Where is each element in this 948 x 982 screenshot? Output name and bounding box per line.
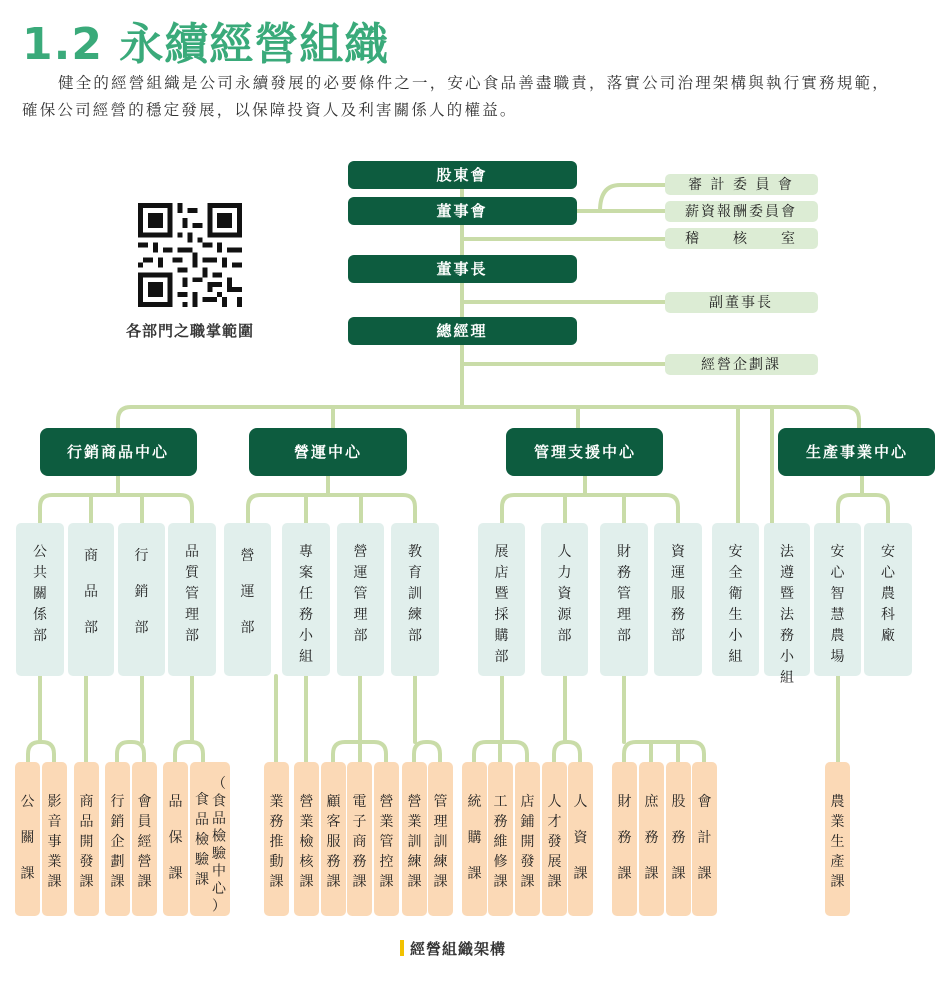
department-label-char: 商 [84,548,98,564]
section-label-char: 子 [352,814,367,830]
section-label-char: 農 [830,794,845,810]
dept-bus [502,495,678,523]
section-label-char: 維 [493,834,508,850]
department-label-char: 暨 [780,586,794,602]
section-label-char: 訓 [433,834,448,850]
section-label-char: 庶 [644,794,659,810]
section-label [111,794,125,890]
section-label [194,792,210,888]
section-label-char: 商 [352,834,367,850]
section-label-char: 務 [352,854,367,870]
section-label-char: 銷 [110,814,125,830]
department-label-char: 部 [185,628,199,644]
department-label-char: 部 [84,620,98,636]
department-label-char: 部 [240,620,255,636]
department-label-char: 安 [830,544,845,560]
department-label-char: 農 [830,628,845,644]
department-label [408,543,422,644]
department-label-char: 任 [299,586,313,602]
section-label-char: 展 [547,854,562,870]
section-label-char: 務 [617,830,632,846]
section-label-char: 課 [697,866,712,882]
section-label [80,794,94,890]
section-label-char: 才 [547,814,562,830]
department-label [241,548,255,636]
section-label-char: 務 [326,854,341,870]
department-label-char: 品 [185,544,199,560]
section-label-char: 食 [212,793,226,810]
section-label-char: 鋪 [520,814,535,830]
center-label: 生產事業中心 [805,443,909,461]
section-label-char: 課 [493,874,508,890]
section-label-char: 電 [352,794,367,810]
section-label-char: 務 [269,814,284,830]
section-label-char: 發 [79,854,94,870]
section-label-char: 工 [493,794,508,810]
section-label-char: 業 [269,794,284,810]
section-label-char: 業 [830,814,845,830]
section-label [574,794,589,882]
section-label-char: 服 [326,834,341,850]
department-label-char: 場 [830,649,845,665]
section-label-char: 品 [212,811,226,827]
department-label [135,548,149,636]
department-label-char: 練 [408,607,422,623]
department-label-char: 部 [353,628,368,644]
section-label-char: 發 [520,854,535,870]
section-label-char: 計 [697,830,712,846]
department-label-char: 小 [728,628,743,644]
department-label [558,544,573,644]
section-label-char: 課 [137,874,152,890]
department-label [33,544,48,644]
department-label-char: 慧 [830,607,845,623]
department-label-char: 專 [299,544,313,560]
section-label-char: 務 [644,830,659,846]
section-label [48,794,62,890]
section-label-char: 企 [110,834,125,850]
center-label: 營運中心 [293,443,363,461]
department-label-char: 部 [33,628,47,644]
section-label-char: 中 [212,863,226,880]
section-label-char: 檢 [299,834,314,850]
section-label-char: 課 [407,874,422,890]
dept-bus [40,495,192,523]
section-label-char: 業 [407,814,422,830]
section-label-char: 課 [168,866,183,882]
department-label-char: 資 [557,586,572,602]
department-label-char: 店 [494,565,509,581]
section-label-char: 品 [195,812,209,828]
section-label-char: 務 [493,814,508,830]
department-label-char: 管 [617,586,631,602]
department-label-char: 遵 [780,565,794,581]
section-label-char: 課 [644,866,659,882]
section-label-char: 推 [269,834,284,850]
section-label-char: 會 [697,794,712,810]
department-label-char: 全 [728,565,743,581]
department-label [354,544,368,644]
department-label-char: 農 [881,586,895,602]
department-label-char: 廠 [881,628,895,644]
section-label-char: 保 [168,830,183,846]
department-label-char: 力 [557,565,572,581]
department-label-char: 部 [134,620,149,636]
department-label-char: 務 [299,607,313,623]
audit-office-box-label: 稽 核 室 [685,231,797,247]
section-label-char: 管 [379,834,394,850]
section-label [300,794,315,890]
section-label-char: 課 [433,874,448,890]
section-label-char: 營 [299,794,314,810]
section-label-char: 檢 [212,828,226,845]
department-label-char: 源 [557,607,572,623]
department-label-char: 公 [33,544,47,560]
department-label-char: 係 [33,607,47,623]
section-label-char: 課 [573,866,588,882]
section-label-char: 課 [47,874,62,890]
department-label-char: 管 [353,586,368,602]
section-label-char: 業 [299,814,314,830]
section-label-char: 產 [830,854,845,870]
department-label-char: 育 [408,565,422,581]
section-label-char: 課 [299,874,314,890]
department-label-char: 務 [671,607,685,623]
section-label-char: 商 [79,794,94,810]
section-label-char: 務 [671,830,686,846]
department-label-char: 安 [728,544,743,560]
section-label-char: ） [212,898,226,915]
department-label-char: 務 [617,565,631,581]
department-label-char: 行 [134,548,149,564]
department-label-char: 務 [780,628,794,644]
department-label-char: 小 [780,649,794,665]
board-committee-line [600,185,665,211]
section-label-char: 課 [379,874,394,890]
section-label-char: 理 [433,814,448,830]
dept-bus [248,495,415,523]
section-label-char: 訓 [407,834,422,850]
section-label [521,794,535,890]
section-label-char: 核 [299,854,314,870]
intro-paragraph: 健全的經營組織是公司永續發展的必要條件之一，安心食品善盡職責，落實公司治理架構與執行實務規範，確保公司經營的穩定發展，以保障投資人及利害關係人的權益。 [22,74,890,119]
section-label-char: 業 [47,854,62,870]
department-label-char: 運 [240,584,255,600]
department-label-char: 心 [881,565,895,581]
section-label-char: 事 [47,834,62,850]
department-label-char: 營 [240,548,255,564]
section-label [698,794,712,882]
section-fork [175,742,203,762]
section-label-char: 食 [195,792,209,808]
vice-chairman-box-label: 副董事長 [709,295,773,311]
department-label-char: 心 [830,565,845,581]
dept-bus [838,495,888,523]
section-label-char: 控 [379,854,394,870]
department-label-char: 服 [671,586,685,602]
section-label [408,794,422,890]
section-label-char: 課 [547,874,562,890]
department-label-char: 銷 [134,584,149,600]
department-label-char: 理 [617,607,631,623]
department-label-char: 理 [185,607,199,623]
section-fork [28,742,54,762]
section-label-char: 財 [617,794,632,810]
department-label [780,543,795,686]
department-label-char: 展 [494,544,509,560]
section-label-char: 業 [379,814,394,830]
section-label-char: 課 [269,874,284,890]
section-label-char: 課 [617,866,632,882]
section-label [831,793,845,890]
shareholders-box-label: 股東會 [436,166,488,184]
department-label [881,544,896,644]
department-label-char: 安 [881,544,895,560]
section-label-char: 課 [195,872,209,888]
section-label-char: 營 [379,794,394,810]
chairman-box-label: 董事長 [436,260,488,278]
section-label-char: 人 [547,794,562,810]
section-label-char: 驗 [212,846,226,862]
department-label-char: 法 [780,544,794,560]
department-label-char: 暨 [494,586,509,602]
section-label-char: 心 [212,881,226,897]
section-label [211,776,227,915]
section-label [21,794,35,882]
section-label-char: 行 [110,794,125,810]
department-label-char: 部 [617,628,631,644]
section-label-char: 統 [467,794,482,810]
compensation-committee-box-label: 薪資報酬委員會 [685,204,797,220]
department-label-char: 資 [671,544,685,560]
department-label-char: 衛 [728,586,743,602]
section-label-char: 股 [671,794,686,810]
section-label [380,794,394,890]
section-label [270,793,284,890]
section-label-char: 音 [47,814,62,830]
department-label-char: 組 [299,649,313,665]
section-label-char: 管 [433,794,448,810]
section-label-char: 開 [79,834,94,850]
department-label-char: 品 [84,584,98,600]
section-label-char: 檢 [195,832,209,848]
department-label-char: 運 [353,565,368,581]
department-label-char: 組 [780,670,794,686]
department-label-char: 採 [494,607,509,623]
section-fork [414,742,440,762]
section-label-char: 人 [573,794,588,810]
department-label-char: 管 [185,586,199,602]
section-label-char: 課 [671,866,686,882]
section-label [645,794,659,882]
department-label [617,544,631,644]
section-label-char: 劃 [110,854,125,870]
section-fork [624,742,704,762]
section-label-char: 客 [326,814,341,830]
department-label-char: 營 [353,544,368,560]
section-label-char: 驗 [195,852,209,868]
department-label-char: 人 [557,544,572,560]
qr-label: 各部門之職掌範圍 [125,322,254,340]
section-label-char: 開 [520,834,535,850]
section-label [169,794,183,882]
section-label-char: 營 [407,794,422,810]
board-box-label: 董事會 [436,202,488,220]
center-label: 管理支援中心 [533,443,637,461]
section-label [468,794,482,882]
section-label-char: 店 [520,794,535,810]
department-label-char: 購 [494,628,509,644]
caption-bar [400,940,404,956]
page-title: 1.2 永續經營組織 [22,19,390,70]
section-label-char: 課 [352,874,367,890]
section-label-char: 品 [168,794,183,810]
department-label-char: 教 [408,544,422,560]
department-label-char: 法 [780,607,794,623]
department-label [185,544,200,644]
section-label-char: 資 [573,830,588,846]
section-label [138,794,152,890]
planning-box-label: 經營企劃課 [701,357,781,373]
section-label-char: 品 [79,814,94,830]
section-label-char: 課 [326,874,341,890]
department-label-char: 部 [494,649,509,665]
figure-caption [400,938,506,959]
gm-box-label: 總經理 [436,322,488,340]
section-label-char: 修 [493,854,508,870]
section-label-char: 購 [467,830,482,846]
section-label [618,794,632,882]
center-bus-line [118,407,859,428]
department-label-char: 小 [299,628,313,644]
department-label-char: 生 [728,607,743,623]
section-label-char: 課 [830,874,845,890]
section-label-char: 課 [467,866,482,882]
section-label-char: 練 [433,854,448,870]
department-label [84,548,98,636]
section-label-char: （ [212,776,226,792]
department-label-char: 理 [353,607,368,623]
department-label-char: 科 [881,607,895,623]
section-label-char: 員 [137,814,152,830]
section-label-char: 課 [79,874,94,890]
department-label-char: 部 [408,628,422,644]
section-fork [117,742,144,762]
department-label-char: 部 [671,628,685,644]
department-label-char: 共 [33,565,47,581]
center-label: 行銷商品中心 [66,443,170,461]
section-label-char: 練 [407,854,422,870]
department-label-char: 組 [728,649,743,665]
department-label-char: 案 [299,565,313,581]
section-label-char: 會 [137,794,152,810]
department-label-char: 財 [617,544,631,560]
section-label [494,794,508,890]
section-label-char: 經 [137,834,152,850]
department-label-char: 智 [830,586,845,602]
section-label-char: 課 [110,874,125,890]
caption-text: 經營組織架構 [410,940,507,958]
department-label [671,544,686,644]
section-label [434,794,448,890]
section-label-char: 影 [47,794,62,810]
section-label [327,794,342,890]
audit-committee-box-label: 審 計 委 員 會 [688,177,794,193]
section-label-char: 營 [137,854,152,870]
section-label [353,794,367,890]
department-label-char: 質 [185,565,199,581]
department-label-char: 訓 [408,586,422,602]
section-label-char: 公 [20,794,35,810]
section-label [672,794,686,882]
section-label-char: 課 [520,874,535,890]
department-label-char: 運 [671,565,685,581]
section-label-char: 關 [20,830,35,846]
department-label-char: 部 [557,628,572,644]
section-fork [554,742,580,762]
department-label-char: 關 [33,586,47,602]
section-label-char: 動 [269,854,284,870]
section-label-char: 發 [547,834,562,850]
section-label-char: 顧 [326,794,341,810]
section-label-char: 生 [830,834,845,850]
section-label [548,794,562,890]
section-label-char: 課 [20,866,35,882]
